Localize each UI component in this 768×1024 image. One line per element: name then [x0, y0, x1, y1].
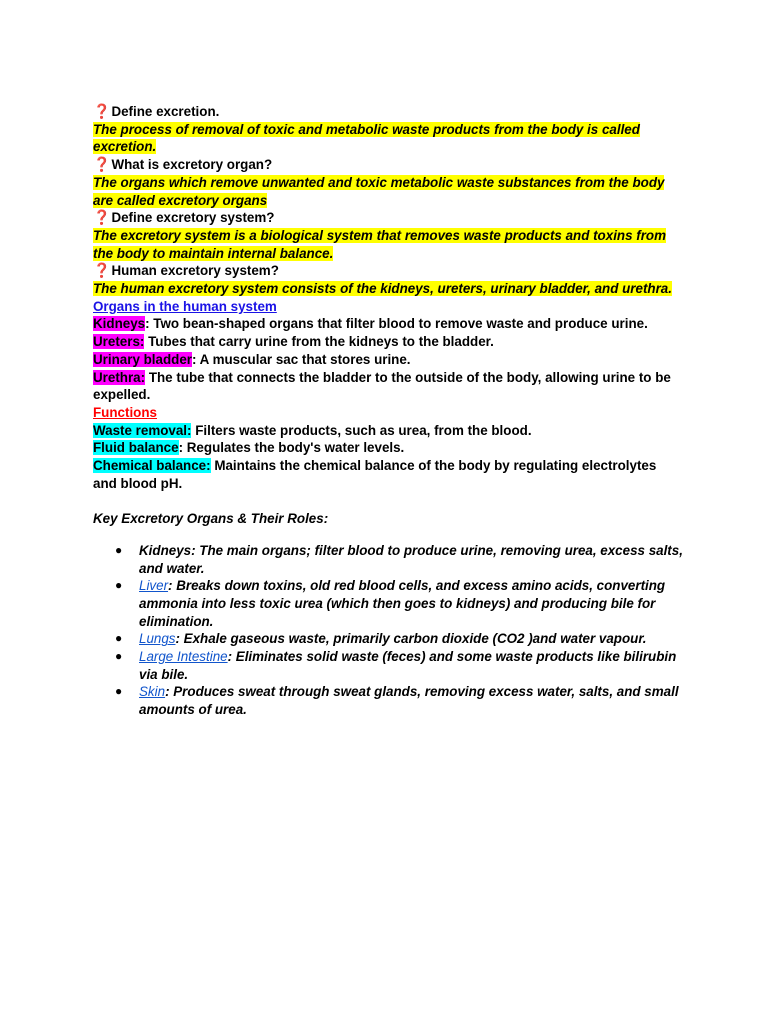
organ-definition: [93, 315, 683, 333]
question-line: [93, 262, 683, 280]
organ-link-skin[interactable]: Skin: [139, 684, 166, 700]
bullet-icon: ●: [115, 578, 123, 593]
organ-description: Tubes that carry urine from the kidneys to the bladder.: [148, 334, 494, 350]
question-line: [93, 209, 683, 227]
question-text: Define excretory system?: [111, 210, 275, 226]
bullet-icon: ●: [115, 542, 123, 557]
functions-section: [93, 404, 683, 493]
answer-line: [93, 280, 683, 298]
question-mark-icon: ❓: [93, 209, 111, 226]
organ-link-liver[interactable]: Liver: [139, 578, 169, 594]
separator: :: [145, 316, 154, 332]
list-item: [93, 630, 683, 648]
function-definition: [93, 439, 683, 457]
roles-list: [93, 542, 683, 719]
question-mark-icon: ❓: [93, 103, 111, 119]
list-item: [93, 542, 683, 577]
bullet-icon: ●: [115, 649, 123, 664]
answer-line: [93, 121, 683, 156]
role-text: : Breaks down toxins, old red blood cells, and excess amino acids, converting ammonia into less toxic urea (which then goes to kidneys) and producing bile for elimination.: [139, 578, 666, 629]
document-page: [93, 103, 683, 719]
answer-text: The process of removal of toxic and metabolic waste products from the body is called excretion.: [93, 121, 640, 155]
organ-description: The tube that connects the bladder to the outside of the body, allowing urine to be expelled.: [93, 369, 671, 403]
answer-text: The human excretory system consists of the kidneys, ureters, urinary bladder, and urethra.: [93, 281, 672, 297]
organ-term: Urinary bladder: [93, 351, 192, 367]
function-description: Filters waste products, such as urea, from the blood.: [195, 422, 532, 438]
organs-section: [93, 298, 683, 404]
list-item: [93, 577, 683, 630]
question-line: [93, 156, 683, 174]
function-definition: [93, 422, 683, 440]
answer-text: The organs which remove unwanted and toxic metabolic waste substances from the body are called excretory organs: [93, 174, 665, 208]
question-mark-icon: ❓: [93, 156, 111, 173]
role-text: : Eliminates solid waste (feces) and some waste products like bilirubin via bile.: [139, 649, 677, 682]
list-item: [93, 648, 683, 683]
organ-description: Two bean-shaped organs that filter blood to remove waste and produce urine.: [153, 316, 648, 332]
question-line: [93, 103, 683, 121]
separator: :: [191, 351, 200, 367]
function-term: Fluid balance: [93, 440, 179, 456]
function-term: Chemical balance:: [93, 458, 211, 474]
answer-line: [93, 174, 683, 209]
qa-section: [93, 103, 683, 298]
organ-link-lungs[interactable]: Lungs: [139, 631, 176, 647]
function-term: Waste removal:: [93, 422, 192, 438]
role-text: Kidneys: The main organs; filter blood to produce urine, removing urea, excess salts, and water.: [139, 542, 683, 576]
organ-definition: [93, 351, 683, 369]
question-text: Define excretion.: [111, 104, 220, 119]
key-organs-section: [93, 510, 683, 719]
answer-text: The excretory system is a biological system that removes waste products and toxins from the body to maintain internal balance.: [93, 227, 667, 261]
question-text: Human excretory system?: [111, 263, 279, 279]
organ-definition: [93, 333, 683, 351]
question-mark-icon: ❓: [93, 262, 111, 279]
key-organs-title: Key Excretory Organs & Their Roles:: [93, 511, 329, 527]
bullet-icon: ●: [115, 631, 123, 646]
function-definition: [93, 457, 683, 492]
organ-term: Ureters:: [93, 334, 145, 350]
organ-term: Kidneys: [93, 316, 146, 332]
separator: :: [178, 440, 187, 456]
question-text: What is excretory organ?: [111, 157, 273, 173]
answer-line: [93, 227, 683, 262]
role-text: : Produces sweat through sweat glands, removing excess water, salts, and small amounts of urea.: [139, 684, 679, 718]
organ-description: A muscular sac that stores urine.: [199, 351, 411, 367]
blank-line: [93, 492, 683, 510]
organ-link-large-intestine[interactable]: Large Intestine: [139, 649, 228, 665]
function-description: Maintains the chemical balance of the body by regulating electrolytes and blood pH.: [93, 458, 657, 491]
role-text: : Exhale gaseous waste, primarily carbon dioxide (CO2 )and water vapour.: [175, 631, 647, 647]
list-item: [93, 683, 683, 718]
organ-definition: [93, 369, 683, 404]
bullet-icon: ●: [115, 684, 123, 699]
function-description: Regulates the body's water levels.: [186, 440, 405, 456]
organs-heading[interactable]: Organs in the human system: [93, 298, 277, 314]
functions-heading[interactable]: Functions: [93, 404, 157, 420]
organ-term: Urethra:: [93, 369, 146, 385]
